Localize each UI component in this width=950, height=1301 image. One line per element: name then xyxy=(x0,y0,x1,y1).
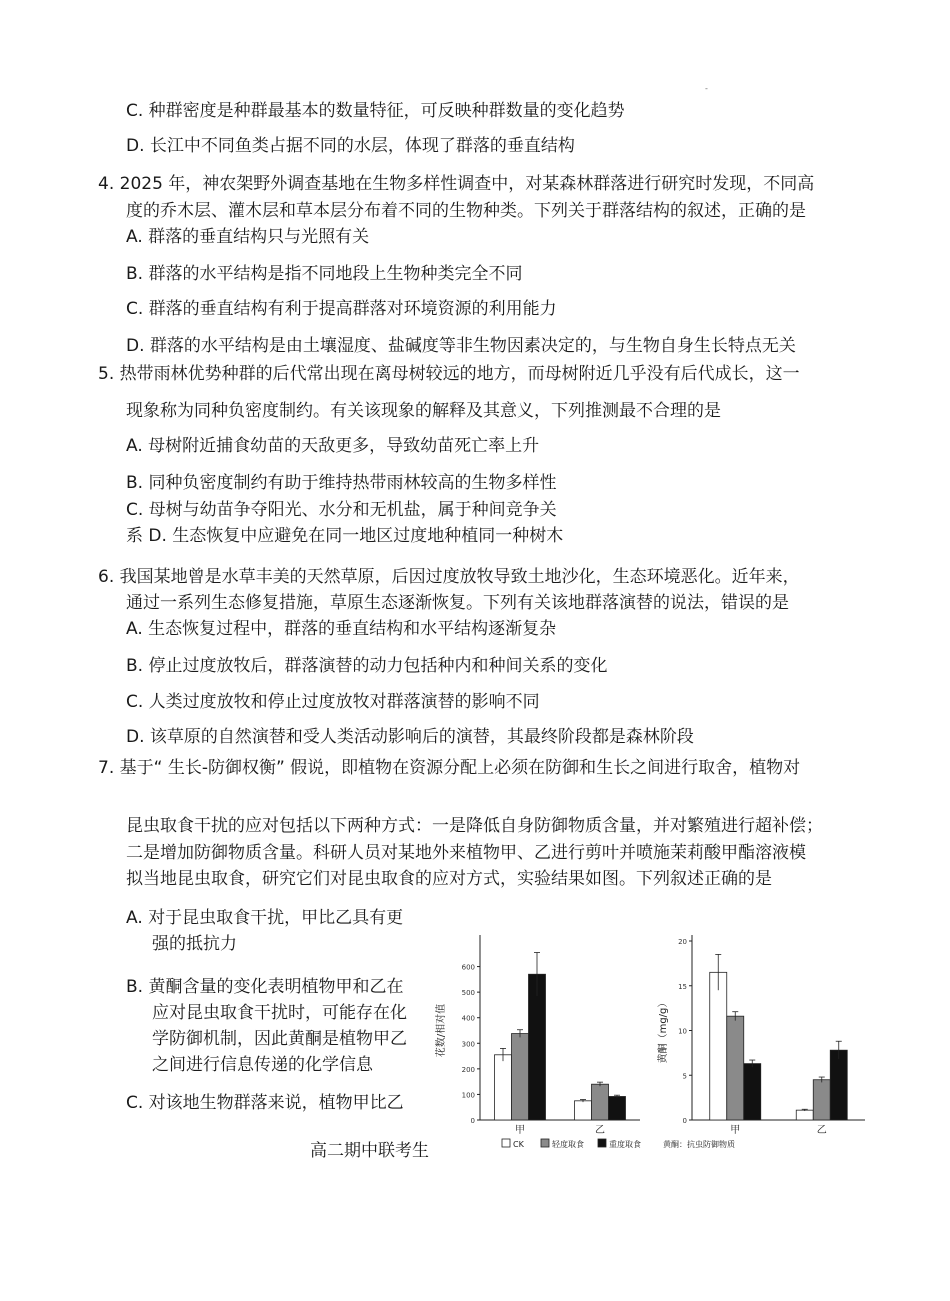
bar xyxy=(529,974,546,1120)
y-tick-label: 300 xyxy=(461,1040,475,1049)
text-line: D. 该草原的自然演替和受人类活动影响后的演替，其最终阶段都是森林阶段 xyxy=(126,727,694,747)
bar xyxy=(796,1110,813,1120)
y-tick-label: 500 xyxy=(461,989,475,998)
text-line: 4. 2025 年，神农架野外调查基地在生物多样性调查中，对某森林群落进行研究时发现，不同高 xyxy=(98,174,815,194)
x-tick-label: 甲 xyxy=(515,1125,525,1136)
text-line: C. 种群密度是种群最基本的数量特征，可反映种群数量的变化趋势 xyxy=(126,101,625,121)
figure-bar-charts xyxy=(430,925,870,1149)
text-line: A. 对于昆虫取食干扰，甲比乙具有更 xyxy=(126,908,404,928)
text-line: 昆虫取食干扰的应对包括以下两种方式：一是降低自身防御物质含量，并对繁殖进行超补偿； xyxy=(126,816,823,836)
bar xyxy=(592,1084,609,1120)
text-line: 强的抵抗力 xyxy=(152,934,237,954)
bar xyxy=(609,1096,626,1120)
legend-note: 黄酮：抗虫防御物质 xyxy=(663,1140,735,1149)
text-line: 应对昆虫取食干扰时，可能存在化 xyxy=(152,1003,407,1023)
legend-label: 重度取食 xyxy=(609,1140,641,1149)
text-line: A. 生态恢复过程中，群落的垂直结构和水平结构逐渐复杂 xyxy=(126,619,557,639)
text-line: C. 人类过度放牧和停止过度放牧对群落演替的影响不同 xyxy=(126,692,540,712)
text-line: 之间进行信息传递的化学信息 xyxy=(152,1055,373,1075)
text-line: D. 群落的水平结构是由土壤湿度、盐碱度等非生物因素决定的，与生物自身生长特点无关 xyxy=(126,336,796,356)
text-line: B. 同种负密度制约有助于维持热带雨林较高的生物多样性 xyxy=(126,473,557,493)
page-footer: 高二期中联考生 xyxy=(310,1141,429,1161)
y-tick-label: 0 xyxy=(682,1117,687,1125)
x-tick-label: 乙 xyxy=(595,1125,605,1136)
text-line: 5. 热带雨林优势种群的后代常出现在离母树较远的地方，而母树附近几乎没有后代成长，这一 xyxy=(98,364,800,384)
text-line: 二是增加防御物质含量。科研人员对某地外来植物甲、乙进行剪叶并喷施茉莉酸甲酯溶液模 xyxy=(126,843,806,863)
y-tick-label: 600 xyxy=(461,963,475,972)
text-line: 通过一系列生态修复措施，草原生态逐渐恢复。下列有关该地群落演替的说法，错误的是 xyxy=(126,593,789,613)
text-line: C. 群落的垂直结构有利于提高群落对环境资源的利用能力 xyxy=(126,299,557,319)
y-tick-label: 15 xyxy=(678,982,687,991)
legend-swatch xyxy=(598,1139,606,1147)
bar xyxy=(813,1080,830,1120)
legend-swatch xyxy=(502,1139,510,1147)
y-axis-label: 花数/相对值 xyxy=(436,1003,447,1058)
text-line: B. 黄酮含量的变化表明植物甲和乙在 xyxy=(126,977,404,997)
text-line: 度的乔木层、灌木层和草本层分布着不同的生物种类。下列关于群落结构的叙述，正确的是 xyxy=(126,201,806,221)
corner-mark: - xyxy=(705,84,708,93)
y-tick-label: 400 xyxy=(461,1014,475,1023)
text-line: 现象称为同种负密度制约。有关该现象的解释及其意义，下列推测最不合理的是 xyxy=(126,401,721,421)
x-tick-label: 乙 xyxy=(816,1125,827,1136)
bar xyxy=(744,1064,761,1120)
text-line: C. 母树与幼苗争夺阳光、水分和无机盐，属于种间竞争关 xyxy=(126,500,557,520)
x-tick-label: 甲 xyxy=(730,1125,741,1136)
bar xyxy=(710,972,727,1120)
text-line: B. 群落的水平结构是指不同地段上生物种类完全不同 xyxy=(126,264,523,284)
bar xyxy=(512,1034,529,1120)
text-line: 系 D. 生态恢复中应避免在同一地区过度地种植同一种树木 xyxy=(126,526,564,546)
bar xyxy=(575,1101,592,1120)
text-line: A. 母树附近捕食幼苗的天敌更多，导致幼苗死亡率上升 xyxy=(126,436,540,456)
text-line: B. 停止过度放牧后，群落演替的动力包括种内和种间关系的变化 xyxy=(126,656,608,676)
y-tick-label: 20 xyxy=(678,938,687,946)
text-line: 拟当地昆虫取食，研究它们对昆虫取食的应对方式，实验结果如图。下列叙述正确的是 xyxy=(126,869,772,889)
legend-label: 轻度取食 xyxy=(552,1140,584,1149)
y-tick-label: 5 xyxy=(682,1072,687,1081)
text-line: D. 长江中不同鱼类占据不同的水层，体现了群落的垂直结构 xyxy=(126,136,575,156)
y-axis-label: 黄酮（mg/g） xyxy=(658,997,669,1064)
text-line: A. 群落的垂直结构只与光照有关 xyxy=(126,227,370,247)
chart-svg xyxy=(430,925,870,1149)
text-line: 6. 我国某地曾是水草丰美的天然草原，后因过度放牧导致土地沙化，生态环境恶化。近年来， xyxy=(98,567,800,587)
bar xyxy=(727,1016,744,1120)
legend-swatch xyxy=(541,1139,549,1147)
text-line: C. 对该地生物群落来说，植物甲比乙 xyxy=(126,1093,404,1113)
text-line: 7. 基于“ 生长-防御权衡” 假说，即植物在资源分配上必须在防御和生长之间进行取舍，植物对 xyxy=(98,758,801,778)
y-tick-label: 10 xyxy=(678,1027,687,1036)
bar xyxy=(830,1050,847,1120)
y-tick-label: 100 xyxy=(461,1091,475,1100)
y-tick-label: 0 xyxy=(470,1117,475,1125)
legend-label: CK xyxy=(513,1140,524,1149)
text-line: 学防御机制，因此黄酮是植物甲乙 xyxy=(152,1029,407,1049)
bar xyxy=(495,1055,512,1120)
y-tick-label: 200 xyxy=(461,1065,475,1074)
